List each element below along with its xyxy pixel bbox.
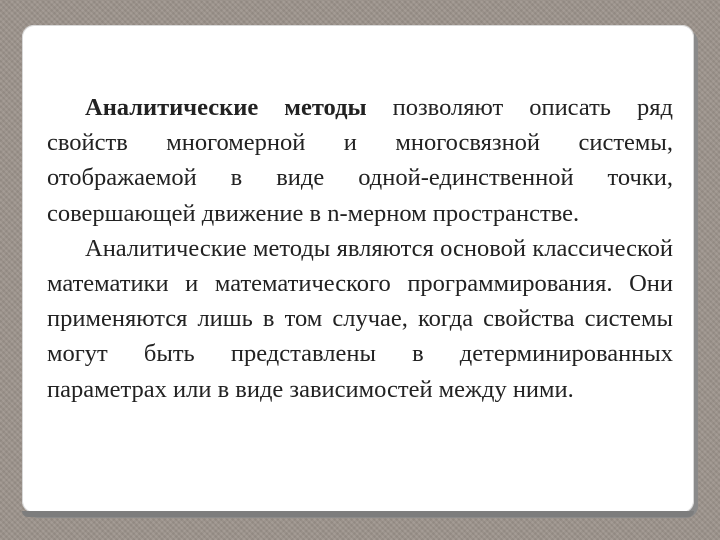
paragraph-text: позволяют описать ряд свойств многомерной и многосвязной системы, отображаемой в виде одной-единственной точки, совершающей движение в n-мерном пространстве. [47,94,673,227]
slide-text [47,90,673,407]
bold-term: Аналитические методы [85,94,367,121]
card-bottom-edge [22,511,694,517]
paragraph-analytic-methods-intro [47,90,673,231]
paragraph-analytic-methods-basis: Аналитические методы являются основой классической математики и математического программирования. Они применяются лишь в том случае, когда свойства системы могут быть представлены в детерминированных параметрах или в виде зависимостей между ними. [47,234,673,403]
